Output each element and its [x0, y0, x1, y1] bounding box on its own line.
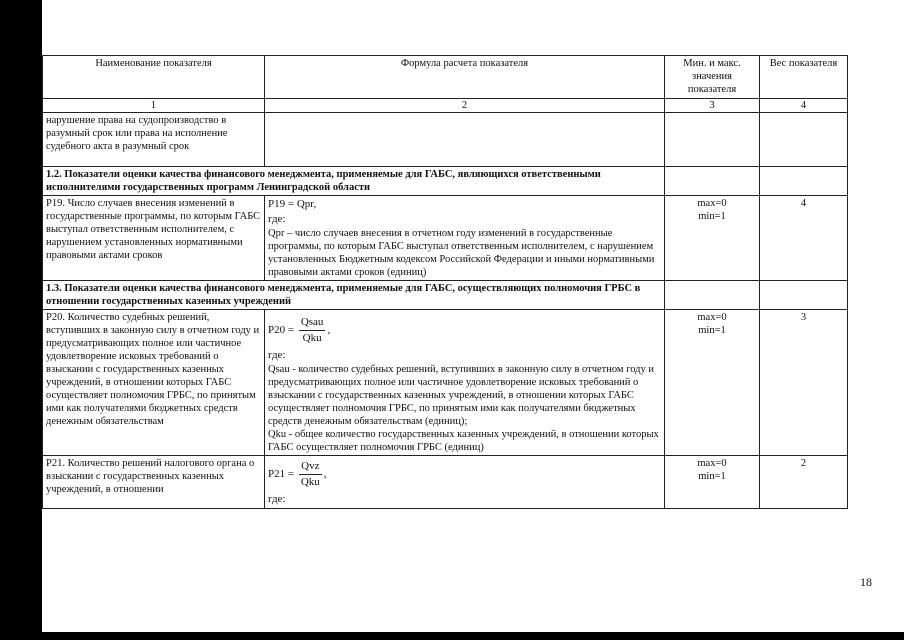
- section-row: [43, 167, 848, 196]
- denominator: Qku: [300, 476, 320, 488]
- empty-cell: [665, 281, 760, 310]
- empty-cell: [760, 167, 848, 196]
- minmax-cell: [665, 456, 760, 509]
- section-heading-1-2: 1.2. Показатели оценки качества финансового менеджмента, применяемые для ГАБС, являющихся ответственными исполнителями государственных программ Ленинградской области: [43, 167, 665, 196]
- formula-lhs: P21 =: [268, 468, 295, 481]
- indicator-name: Р21. Количество решений налогового органа о взыскании с государственных казенных учреждений, в отношении: [43, 456, 265, 509]
- denominator: Qku: [302, 332, 322, 344]
- formula-tail: ,: [327, 324, 331, 337]
- indicator-name: Р19. Число случаев внесения изменений в государственные программы, по которым ГАБС выступал ответственным исполнителем, с нарушением установленных нормативными правовыми актами сроков: [43, 196, 265, 281]
- page-number: 18: [860, 575, 872, 589]
- weight-cell: 4: [760, 196, 848, 281]
- empty-cell: [760, 281, 848, 310]
- col-number: 4: [760, 99, 848, 113]
- table-row: [43, 113, 848, 167]
- min-value: min=1: [698, 211, 726, 222]
- min-value: min=1: [698, 471, 726, 482]
- max-value: max=0: [697, 458, 727, 469]
- section-row: [43, 281, 848, 310]
- table-row: [43, 456, 848, 509]
- numerator: Qvz: [299, 459, 322, 475]
- indicators-table: [42, 55, 848, 509]
- minmax-cell: [665, 310, 760, 456]
- col-number: 1: [43, 99, 265, 113]
- weight-cell: 2: [760, 456, 848, 509]
- formula-description: Qku - общее количество государственных казенных учреждений, в отношении которых ГАБС осуществляет полномочия ГРБС (единиц): [268, 429, 659, 453]
- col-number: 3: [665, 99, 760, 113]
- indicator-name: Р20. Количество судебных решений, вступивших в законную силу в отчетном году и предусматривающих полное или частичное удовлетворение исковых требований о взыскании с государственных казенных учреждений, в отношении которых ГАБС осуществляет полномочия ГРБС, по принятым ими как получателями бюджетных средств денежным обязательствам: [43, 310, 265, 456]
- formula-tail: ,: [323, 468, 327, 481]
- formula-where: где:: [268, 213, 286, 225]
- table-row: [43, 310, 848, 456]
- empty-cell: [665, 167, 760, 196]
- max-value: max=0: [697, 312, 727, 323]
- max-value: max=0: [697, 198, 727, 209]
- numerator: Qsau: [299, 315, 326, 331]
- formula-description: Qsau - количество судебных решений, вступивших в законную силу в отчетном году и предусматривающих полное или частичное удовлетворение исковых требований о взыскании с государственных казенных учреждений, в отношении которых ГАБС осуществляет полномочия ГРБС, по принятым ими как получателями бюджетных средств денежным обязательствам (единиц);: [268, 364, 655, 427]
- weight-cell: 3: [760, 310, 848, 456]
- minmax-cell: [665, 196, 760, 281]
- empty-cell: [665, 113, 760, 167]
- formula: P19 = Qpr,: [268, 198, 317, 210]
- header-weight: Вес показателя: [760, 56, 848, 99]
- table-header-row: [43, 56, 848, 99]
- header-name: Наименование показателя: [43, 56, 265, 99]
- formula-lhs: P20 =: [268, 324, 295, 337]
- formula: [268, 315, 661, 346]
- formula-cell: [265, 456, 665, 509]
- formula-description: Qpr – число случаев внесения в отчетном году изменений в государственные программы, по которым ГАБС выступал ответственным исполнителем, с нарушением установленных Бюджетным кодексом Российской Федерации и иными нормативными правовыми актами сроков (единиц): [268, 228, 655, 278]
- header-minmax: Мин. и макс. значения показателя: [665, 56, 760, 99]
- formula-cell: [265, 310, 665, 456]
- col-number: 2: [265, 99, 665, 113]
- formula-where: где:: [268, 493, 286, 505]
- min-value: min=1: [698, 325, 726, 336]
- header-formula: Формула расчета показателя: [265, 56, 665, 99]
- section-heading-1-3: 1.3. Показатели оценки качества финансового менеджмента, применяемые для ГАБС, осуществляющих полномочия ГРБС в отношении государственных казенных учреждений: [43, 281, 665, 310]
- continued-indicator-name: нарушение права на судопроизводство в разумный срок или права на исполнение судебного акта в разумный срок: [43, 113, 265, 167]
- table-row: [43, 196, 848, 281]
- formula-fraction: [299, 315, 326, 346]
- column-number-row: [43, 99, 848, 113]
- formula-cell: [265, 196, 665, 281]
- formula-where: где:: [268, 349, 286, 361]
- formula-fraction: [299, 459, 322, 490]
- empty-cell: [760, 113, 848, 167]
- empty-cell: [265, 113, 665, 167]
- formula: [268, 459, 661, 490]
